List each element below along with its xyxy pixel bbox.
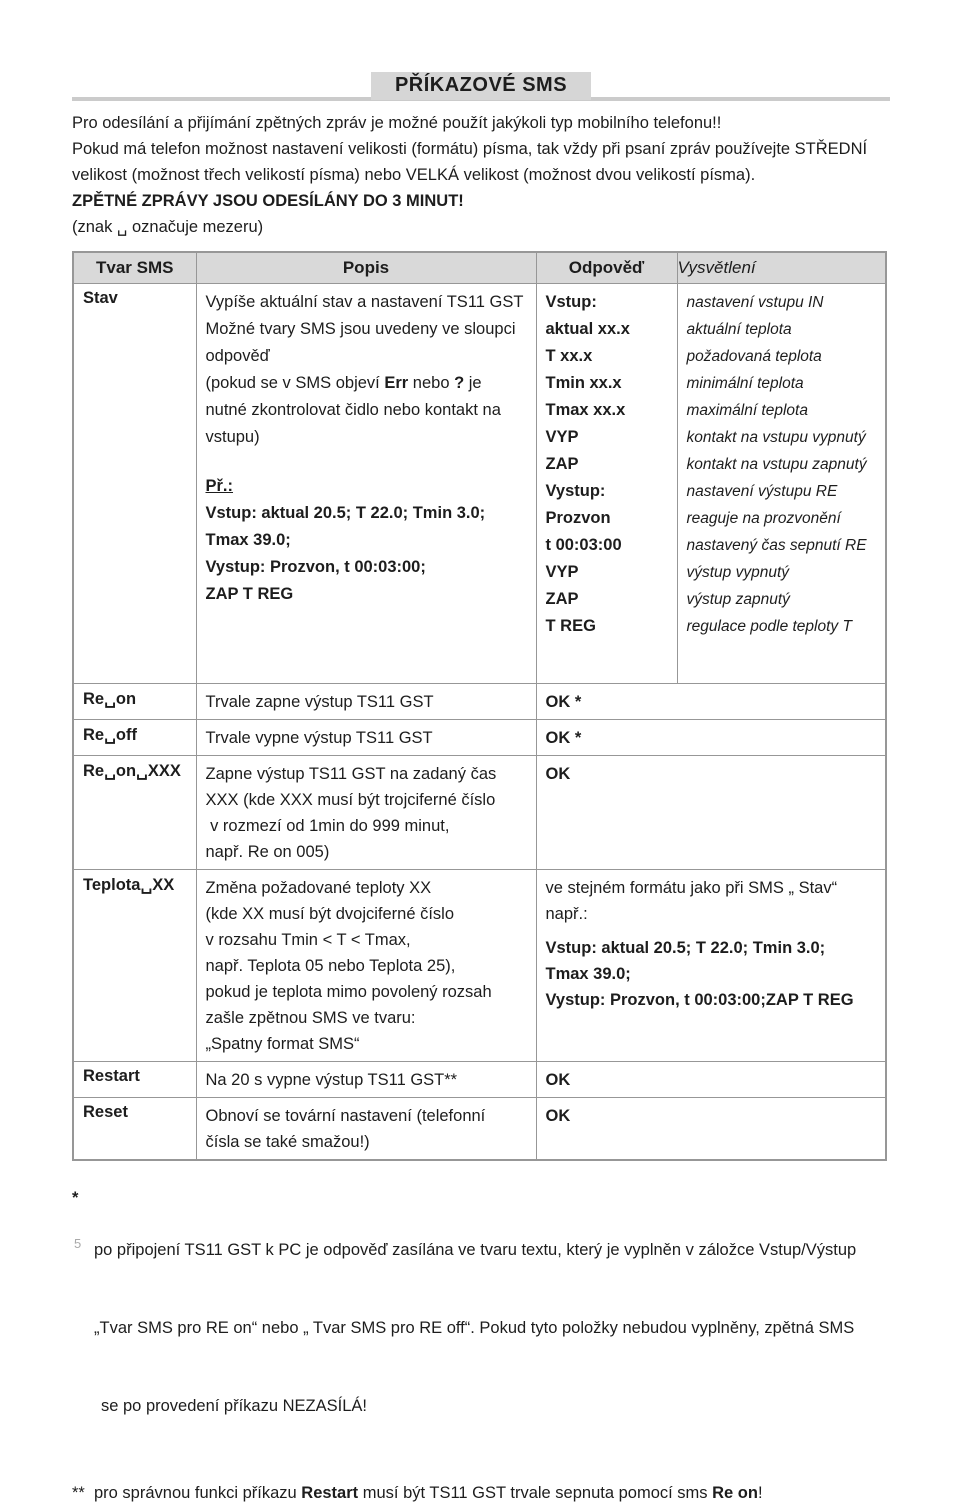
stav-desc-text: nebo xyxy=(408,374,455,392)
description-line: čísla se také smažou!) xyxy=(205,1133,370,1151)
stav-example-line: Vstup: aktual 20.5; T 22.0; Tmin 3.0; xyxy=(205,504,486,522)
stav-desc-line: Vypíše aktuální stav a nastavení TS11 GST xyxy=(205,293,524,311)
stav-response-codes xyxy=(537,284,677,644)
footnote-1-text xyxy=(94,1185,890,1471)
column-header-popis: Popis xyxy=(196,252,536,284)
stav-desc-line xyxy=(206,370,527,451)
response-code: Prozvon xyxy=(545,509,611,527)
re-on-description: Trvale zapne výstup TS11 GST xyxy=(205,693,434,711)
explanation: maximální teplota xyxy=(686,402,808,419)
response-code: t 00:03:00 xyxy=(545,536,622,554)
intro-line-3: ZPĚTNÉ ZPRÁVY JSOU ODESÍLÁNY DO 3 MINUT! xyxy=(72,192,464,210)
intro-line-2: Pokud má telefon možnost nastavení velikosti (formátu) písma, tak vždy při psaní zpráv používejte STŘEDNÍ velikost (možnost třech velikostí písma) nebo VELKÁ velikost (možnost dvou velikostí písma). xyxy=(72,140,868,184)
footnote-2 xyxy=(72,1480,890,1506)
command-reset: Reset xyxy=(83,1103,128,1121)
title-bar xyxy=(72,72,890,100)
teplota-response xyxy=(537,870,886,1017)
explanation: aktuální teplota xyxy=(686,321,792,338)
footnote-restart-keyword: Restart xyxy=(301,1484,359,1502)
table-row-reset xyxy=(73,1098,886,1161)
footnote-1-marker: * xyxy=(72,1189,79,1207)
footnote-text: ! xyxy=(757,1484,763,1502)
footnote-1 xyxy=(72,1185,890,1471)
footnote-line: se po provedení příkazu NEZASÍLÁ! xyxy=(101,1397,367,1415)
spacer xyxy=(546,927,877,935)
footnote-text: pro správnou funkci příkazu xyxy=(94,1484,302,1502)
description-line: v rozmezí od 1min do 999 minut, xyxy=(205,817,450,835)
page-number: 5 xyxy=(74,1236,82,1251)
description-line: „Spatny format SMS“ xyxy=(205,1035,360,1053)
intro-line-1: Pro odesílání a přijímání zpětných zpráv je možné použít jakýkoli typ mobilního telefonu!! xyxy=(72,114,722,132)
description-line: XXX (kde XXX musí být trojciferné číslo xyxy=(205,791,496,809)
restart-description: Na 20 s vypne výstup TS11 GST** xyxy=(205,1071,458,1089)
stav-example-line: Vystup: Prozvon, t 00:03:00; xyxy=(205,558,426,576)
re-off-response: OK * xyxy=(545,729,582,747)
response-code: T xx.x xyxy=(545,347,593,365)
stav-desc-err: Err xyxy=(384,374,409,392)
table-row-teplota-xx xyxy=(73,870,886,1062)
stav-explanations xyxy=(678,284,886,644)
re-on-xxx-description xyxy=(197,756,536,869)
response-code: ZAP xyxy=(545,590,579,608)
response-code: VYP xyxy=(545,563,579,581)
explanation: kontakt na vstupu zapnutý xyxy=(686,456,867,473)
stav-desc-text: je nutné zkontrolovat čidlo nebo kontakt na vstupu) xyxy=(205,374,506,446)
description-line: zašle zpětnou SMS ve tvaru: xyxy=(205,1009,416,1027)
command-re-on-xxx: Re␣on␣XXX xyxy=(83,762,181,780)
description-line: např. Re on 005) xyxy=(205,843,330,861)
table-row-re-on xyxy=(73,684,886,720)
response-code: T REG xyxy=(545,617,596,635)
command-restart: Restart xyxy=(83,1067,140,1085)
re-on-xxx-response: OK xyxy=(545,765,571,783)
response-code: VYP xyxy=(545,428,579,446)
stav-example-label-line xyxy=(206,473,527,500)
description-line: Změna požadované teploty XX xyxy=(205,879,432,897)
footnote-text: musí být TS11 GST trvale sepnuta pomocí sms xyxy=(358,1484,713,1502)
description-line: Zapne výstup TS11 GST na zadaný čas xyxy=(205,765,497,783)
explanation: výstup zapnutý xyxy=(686,591,790,608)
teplota-description xyxy=(197,870,536,1061)
response-code: ZAP xyxy=(545,455,579,473)
document-page xyxy=(72,72,890,1506)
intro-line-4: (znak ␣ označuje mezeru) xyxy=(72,218,264,236)
footnote-line: po připojení TS11 GST k PC je odpověď zasílána ve tvaru textu, který je vyplněn v záložce Vstup/Výstup xyxy=(94,1241,857,1259)
description-line: pokud je teplota mimo povolený rozsah xyxy=(205,983,492,1001)
restart-response: OK xyxy=(545,1071,571,1089)
re-on-response: OK * xyxy=(545,693,582,711)
response-code: aktual xx.x xyxy=(545,320,630,338)
description-line: např. Teplota 05 nebo Teplota 25), xyxy=(205,957,456,975)
response-example-line: Tmax 39.0; xyxy=(545,965,631,983)
column-header-odpoved: Odpověď xyxy=(536,252,677,284)
footnote-re-on-keyword: Re on xyxy=(712,1484,758,1502)
table-row-re-on-xxx xyxy=(73,756,886,870)
column-header-vysvetleni: Vysvětlení xyxy=(677,252,886,284)
explanation: reaguje na prozvonění xyxy=(686,510,841,527)
command-teplota-xx: Teplota␣XX xyxy=(83,876,175,894)
stav-desc-text: (pokud se v SMS objeví xyxy=(205,374,385,392)
response-example-line: Vstup: aktual 20.5; T 22.0; Tmin 3.0; xyxy=(545,939,826,957)
stav-example-line: ZAP T REG xyxy=(205,585,294,603)
explanation: požadovaná teplota xyxy=(686,348,822,365)
response-line: např.: xyxy=(545,905,588,923)
response-code: Tmin xx.x xyxy=(545,374,622,392)
footnote-line: „Tvar SMS pro RE on“ nebo „ Tvar SMS pro RE off“. Pokud tyto položky nebudou vyplněny, zpětná SMS xyxy=(94,1319,855,1337)
command-re-off: Re␣off xyxy=(83,726,137,744)
intro-section xyxy=(72,110,890,240)
footnote-2-marker: ** xyxy=(72,1484,85,1502)
table-row-stav xyxy=(73,284,886,684)
command-re-on: Re␣on xyxy=(83,690,137,708)
explanation: kontakt na vstupu vypnutý xyxy=(686,429,866,446)
explanation: nastavení vstupu IN xyxy=(686,294,824,311)
re-off-description: Trvale vypne výstup TS11 GST xyxy=(205,729,433,747)
description-line: v rozsahu Tmin < T < Tmax, xyxy=(205,931,411,949)
stav-example-label: Př.: xyxy=(205,477,234,495)
response-code: Tmax xx.x xyxy=(545,401,626,419)
response-code: Vstup: xyxy=(545,293,597,311)
table-header-row xyxy=(73,252,886,284)
command-stav: Stav xyxy=(83,289,118,307)
stav-description xyxy=(197,284,536,612)
table-row-re-off xyxy=(73,720,886,756)
footnote-2-text xyxy=(94,1480,890,1506)
explanation: minimální teplota xyxy=(686,375,804,392)
page-title: PŘÍKAZOVÉ SMS xyxy=(371,72,591,100)
response-example-line: Vystup: Prozvon, t 00:03:00;ZAP T REG xyxy=(545,991,854,1009)
stav-desc-line: Možné tvary SMS jsou uvedeny ve sloupci odpověď xyxy=(205,320,521,365)
reset-description xyxy=(197,1098,536,1159)
column-header-tvar-sms: Tvar SMS xyxy=(73,252,196,284)
description-line: Obnoví se tovární nastavení (telefonní xyxy=(205,1107,486,1125)
description-line: (kde XX musí být dvojciferné číslo xyxy=(205,905,455,923)
explanation: nastavení výstupu RE xyxy=(686,483,838,500)
response-line: ve stejném formátu jako při SMS „ Stav“ xyxy=(545,879,838,897)
explanation: regulace podle teploty T xyxy=(686,618,852,635)
explanation: výstup vypnutý xyxy=(686,564,790,581)
stav-desc-question: ? xyxy=(454,374,465,392)
stav-example-line: Tmax 39.0; xyxy=(205,531,291,549)
explanation: nastavený čas sepnutí RE xyxy=(686,537,867,554)
table-row-restart xyxy=(73,1062,886,1098)
footnotes-section xyxy=(72,1185,890,1506)
sms-commands-table xyxy=(72,251,887,1161)
response-code: Vystup: xyxy=(545,482,606,500)
reset-response: OK xyxy=(545,1107,571,1125)
